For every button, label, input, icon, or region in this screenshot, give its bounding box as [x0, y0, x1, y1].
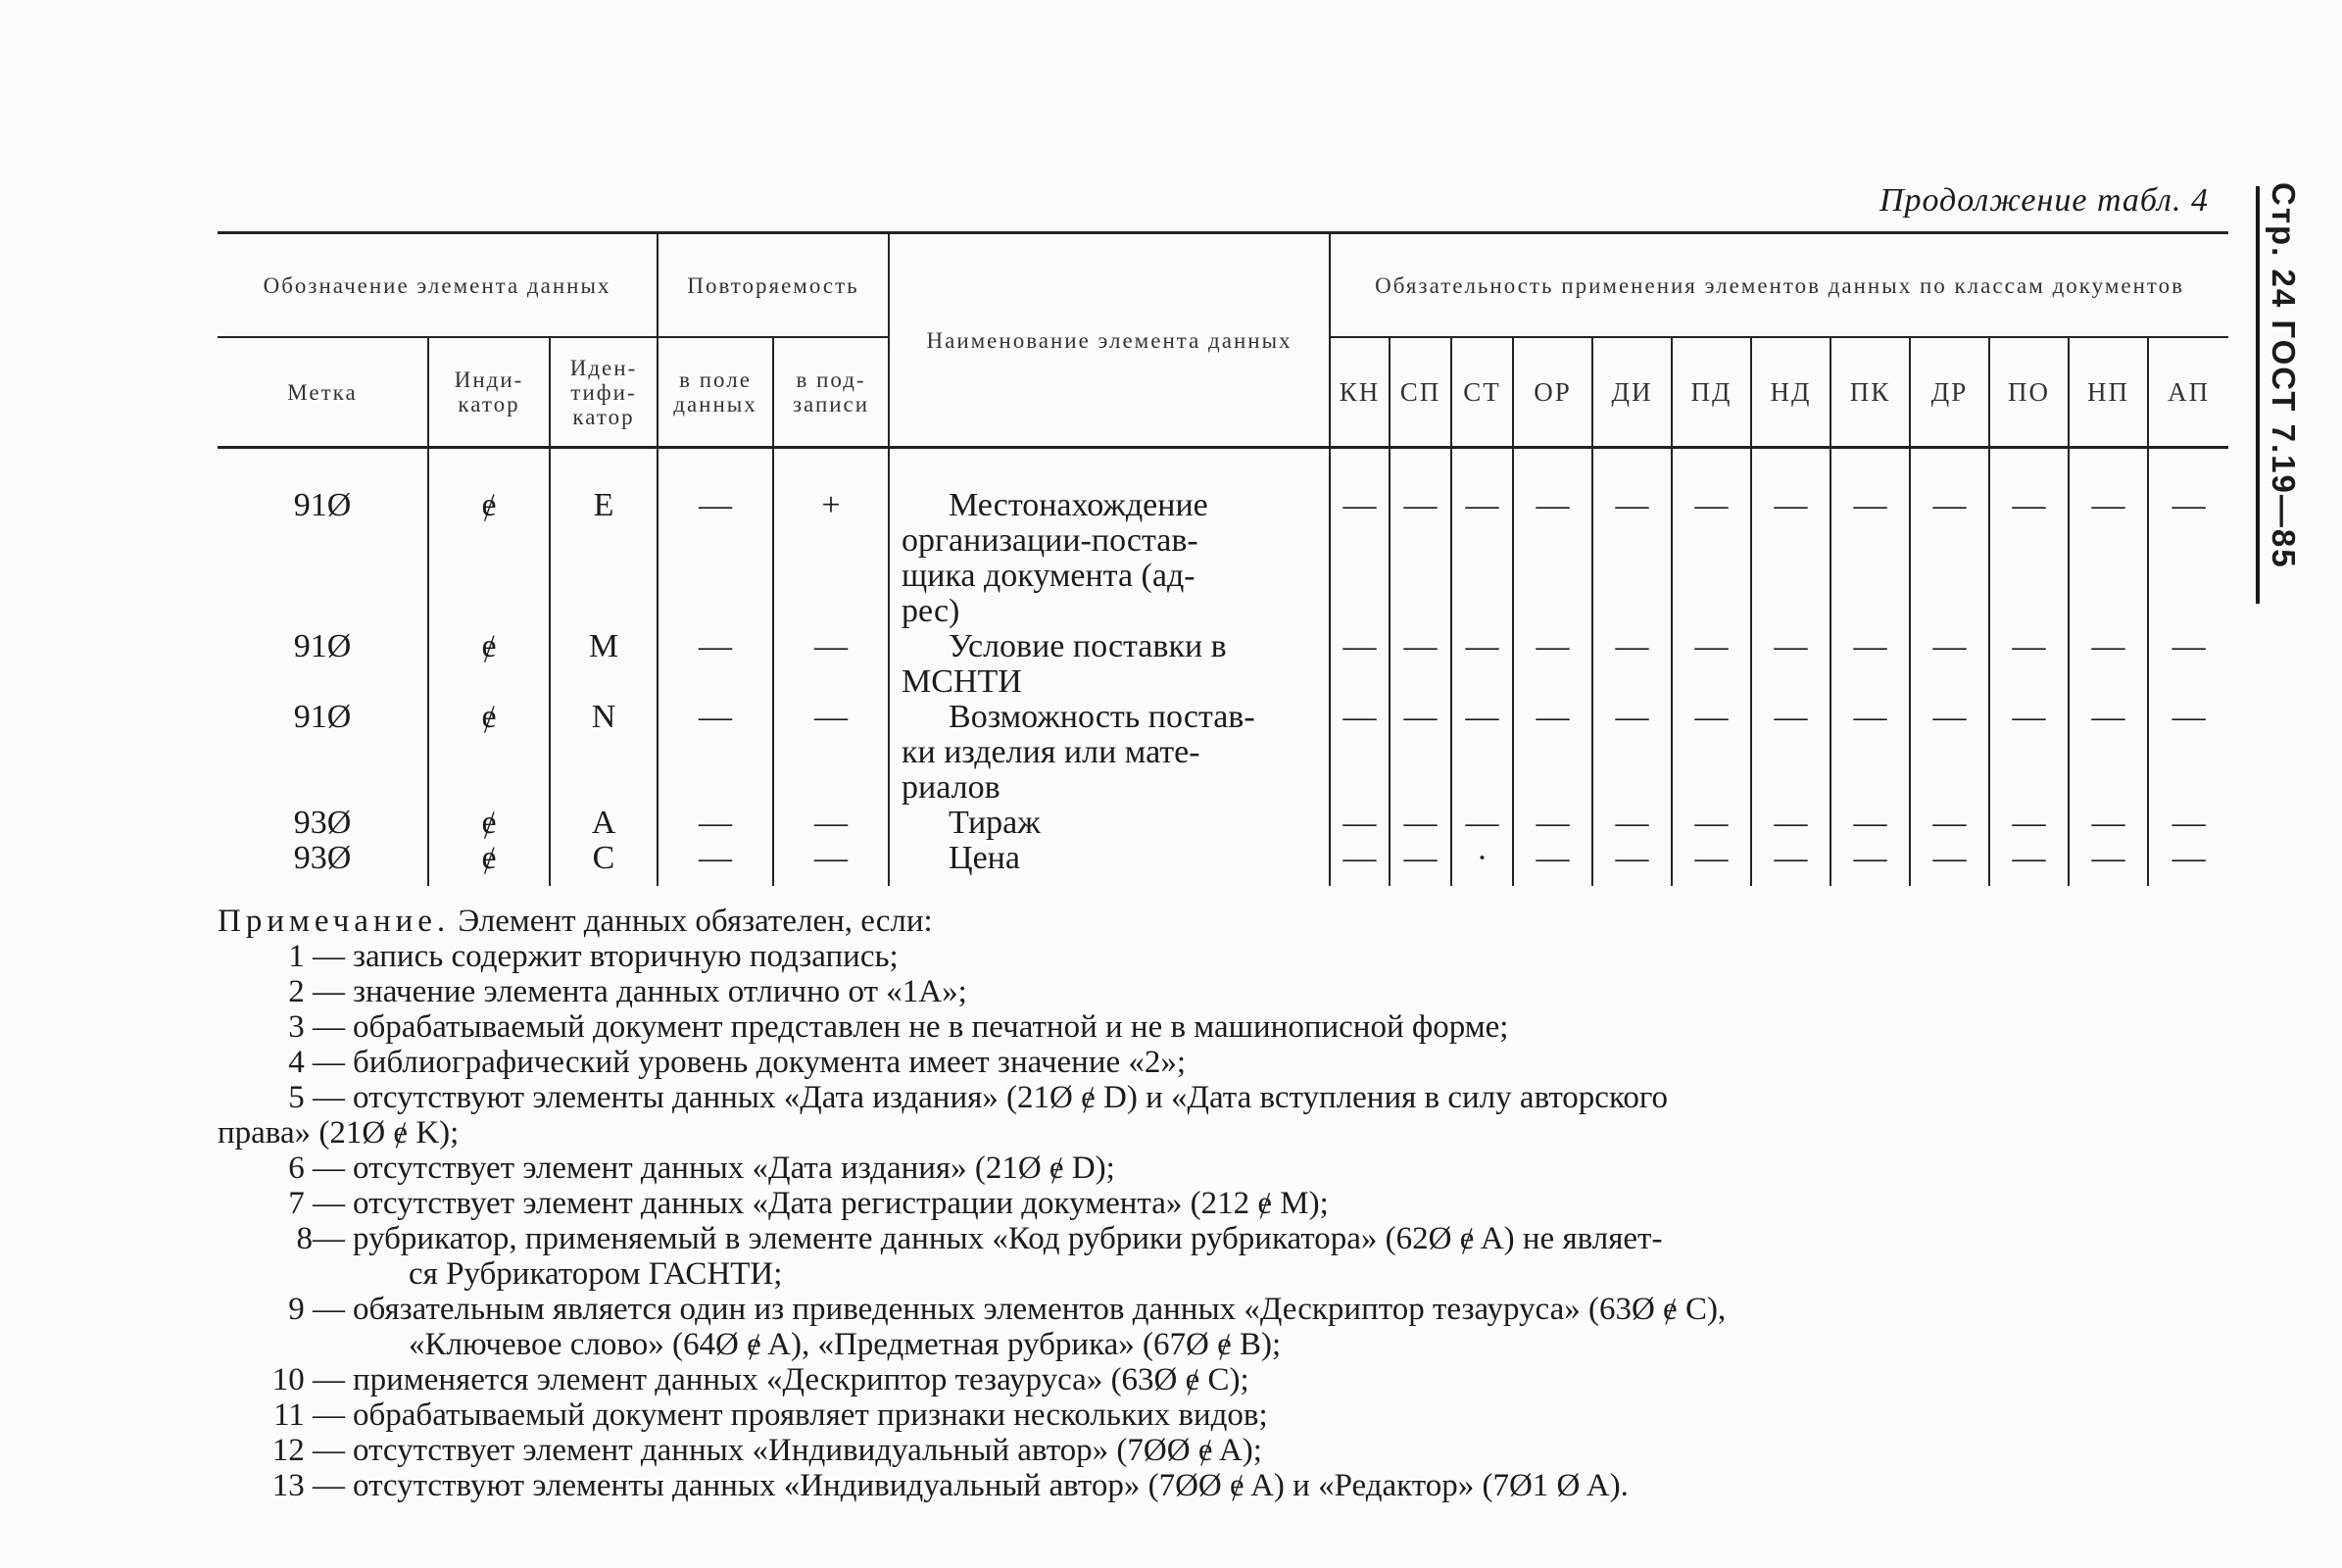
note-number: 8—: [296, 1221, 345, 1256]
row-indicator: ɇ: [428, 841, 550, 886]
note-text: отсутствуют элементы данных «Дата издания» (21Ø ɇ D) и «Дата вступления в силу авторского: [353, 1080, 1669, 1115]
header-class-4: ДИ: [1592, 337, 1672, 448]
row-obligation-11: —: [2148, 700, 2228, 806]
note-number: 4 —: [288, 1045, 345, 1080]
row-obligation-8: —: [1910, 841, 1989, 886]
row-in-subrecord: —: [773, 841, 889, 886]
note-number: 7 —: [288, 1186, 345, 1221]
note-text: отсутствует элемент данных «Дата регистрации документа» (212 ɇ M);: [353, 1186, 1329, 1221]
row-obligation-10: —: [2069, 806, 2148, 841]
header-identifier: Иден-тифи-катор: [550, 337, 658, 448]
row-obligation-10: —: [2069, 700, 2148, 806]
table-row: [218, 700, 2228, 806]
row-element-name-rest: МСНТИ: [902, 663, 1022, 700]
row-in-field: —: [658, 841, 773, 886]
row-obligation-8: —: [1910, 700, 1989, 806]
row-obligation-7: —: [1830, 806, 1910, 841]
table-row: [218, 629, 2228, 700]
row-indicator: ɇ: [428, 629, 550, 700]
row-element-name-rest: организации-постав- щика документа (ад- рес): [902, 522, 1198, 629]
note-number: 5 —: [288, 1080, 345, 1115]
note-number: 1 —: [288, 939, 345, 974]
row-obligation-1: —: [1390, 629, 1451, 700]
row-element-name-first: Цена: [949, 840, 1020, 876]
note-text: запись содержит вторичную подзапись;: [353, 939, 899, 974]
row-indicator: ɇ: [428, 700, 550, 806]
note-item: [218, 1433, 2217, 1468]
note-item: [218, 1186, 2217, 1221]
row-obligation-6: —: [1751, 700, 1830, 806]
row-in-subrecord: —: [773, 700, 889, 806]
row-obligation-5: —: [1672, 806, 1751, 841]
row-obligation-3: —: [1513, 448, 1592, 630]
row-obligation-9: —: [1989, 806, 2069, 841]
row-obligation-1: —: [1390, 841, 1451, 886]
row-obligation-4: —: [1592, 841, 1672, 886]
row-element-name: [889, 806, 1330, 841]
row-obligation-1: —: [1390, 700, 1451, 806]
note-item: [218, 1292, 2217, 1327]
row-in-field: —: [658, 806, 773, 841]
row-in-subrecord: —: [773, 629, 889, 700]
row-obligation-4: —: [1592, 448, 1672, 630]
header-indicator: Инди-катор: [428, 337, 550, 448]
note-item: [218, 1080, 2217, 1115]
row-element-name: [889, 700, 1330, 806]
header-class-8: ДР: [1910, 337, 1989, 448]
row-in-field: —: [658, 700, 773, 806]
note-text: отсутствует элемент данных «Индивидуальный автор» (7ØØ ɇ A);: [353, 1433, 1262, 1468]
row-obligation-0: —: [1330, 629, 1390, 700]
note-number: 2 —: [288, 974, 345, 1009]
note-number: 3 —: [288, 1009, 345, 1045]
header-in-subrecord: в под-записи: [773, 337, 889, 448]
data-elements-table: [218, 231, 2217, 886]
side-header: [2254, 182, 2313, 613]
note-number: 10 —: [271, 1362, 345, 1397]
row-obligation-8: —: [1910, 806, 1989, 841]
note-text: обрабатываемый документ проявляет признаки нескольких видов;: [353, 1397, 1268, 1433]
table-row: [218, 841, 2228, 886]
row-obligation-11: —: [2148, 629, 2228, 700]
row-in-field: —: [658, 629, 773, 700]
note-item: [218, 1151, 2217, 1186]
row-element-name-first: Местонахождение: [949, 487, 1208, 523]
row-in-subrecord: +: [773, 448, 889, 630]
row-label: 93Ø: [218, 806, 428, 841]
header-class-9: ПО: [1989, 337, 2069, 448]
row-obligation-4: —: [1592, 806, 1672, 841]
table-row: [218, 448, 2228, 630]
row-obligation-3: —: [1513, 629, 1592, 700]
note-number: 12 —: [271, 1433, 345, 1468]
header-class-6: НД: [1751, 337, 1830, 448]
note-number: 6 —: [288, 1151, 345, 1186]
notes-title-label: Примечание.: [218, 904, 451, 939]
row-identifier: A: [550, 806, 658, 841]
row-obligation-11: —: [2148, 448, 2228, 630]
row-obligation-2: —: [1451, 448, 1513, 630]
row-obligation-9: —: [1989, 700, 2069, 806]
page-standard-label: Стр. 24 ГОСТ 7.19—85: [2266, 182, 2302, 569]
row-element-name-first: Тираж: [949, 805, 1041, 841]
note-item: [218, 1045, 2217, 1080]
note-number: 13 —: [271, 1468, 345, 1503]
header-class-1: СП: [1390, 337, 1451, 448]
notes-title-text: Элемент данных обязателен, если:: [458, 904, 933, 939]
row-obligation-6: —: [1751, 448, 1830, 630]
note-text: библиографический уровень документа имеет значение «2»;: [353, 1045, 1187, 1080]
note-number: 11 —: [272, 1397, 345, 1433]
note-text: рубрикатор, применяемый в элементе данных «Код рубрики рубрикатора» (62Ø ɇ A) не являет-: [353, 1221, 1663, 1256]
row-label: 91Ø: [218, 700, 428, 806]
row-identifier: N: [550, 700, 658, 806]
header-element-name: Наименование элемента данных: [889, 233, 1330, 448]
row-obligation-4: —: [1592, 629, 1672, 700]
note-item: [218, 974, 2217, 1009]
row-obligation-9: —: [1989, 448, 2069, 630]
row-obligation-6: —: [1751, 629, 1830, 700]
row-obligation-10: —: [2069, 448, 2148, 630]
note-text: значение элемента данных отлично от «1А»;: [353, 974, 967, 1009]
row-obligation-10: —: [2069, 629, 2148, 700]
note-item: [218, 1362, 2217, 1397]
row-identifier: E: [550, 448, 658, 630]
note-text-continuation: ся Рубрикатором ГАСНТИ;: [409, 1256, 783, 1292]
row-obligation-1: —: [1390, 806, 1451, 841]
row-indicator: ɇ: [428, 806, 550, 841]
row-element-name: [889, 629, 1330, 700]
note-text-continuation: права» (21Ø ɇ K);: [218, 1115, 460, 1151]
note-text: обрабатываемый документ представлен не в печатной и не в машинописной форме;: [353, 1009, 1509, 1045]
row-obligation-0: —: [1330, 700, 1390, 806]
header-class-7: ПК: [1830, 337, 1910, 448]
header-class-5: ПД: [1672, 337, 1751, 448]
row-obligation-0: —: [1330, 841, 1390, 886]
note-item: [218, 1009, 2217, 1045]
header-label: Метка: [218, 337, 428, 448]
note-item: [218, 1397, 2217, 1433]
row-obligation-7: —: [1830, 448, 1910, 630]
note-text: обязательным является один из приведенных элементов данных «Дескриптор тезауруса» (63Ø ɇ C),: [353, 1292, 1727, 1327]
row-element-name: [889, 841, 1330, 886]
row-obligation-2: —: [1451, 629, 1513, 700]
row-obligation-8: —: [1910, 448, 1989, 630]
row-obligation-0: —: [1330, 448, 1390, 630]
row-obligation-11: —: [2148, 806, 2228, 841]
row-label: 93Ø: [218, 841, 428, 886]
note-item: [218, 1221, 2217, 1256]
row-obligation-6: —: [1751, 806, 1830, 841]
row-obligation-2: —: [1451, 806, 1513, 841]
note-text: отсутствуют элементы данных «Индивидуальный автор» (7ØØ ɇ A) и «Редактор» (7Ø1 Ø A).: [353, 1468, 1629, 1503]
row-label: 91Ø: [218, 448, 428, 630]
note-text: отсутствует элемент данных «Дата издания» (21Ø ɇ D);: [353, 1151, 1115, 1186]
row-obligation-0: —: [1330, 806, 1390, 841]
header-class-0: КН: [1330, 337, 1390, 448]
header-in-field: в поле данных: [658, 337, 773, 448]
row-obligation-5: —: [1672, 700, 1751, 806]
note-item: [218, 939, 2217, 974]
header-class-3: ОР: [1513, 337, 1592, 448]
table-body: [218, 448, 2228, 887]
row-in-field: —: [658, 448, 773, 630]
row-obligation-5: —: [1672, 448, 1751, 630]
row-obligation-9: —: [1989, 629, 2069, 700]
note-number: 9 —: [288, 1292, 345, 1327]
row-element-name: [889, 448, 1330, 630]
row-identifier: M: [550, 629, 658, 700]
row-obligation-11: —: [2148, 841, 2228, 886]
row-obligation-1: —: [1390, 448, 1451, 630]
row-obligation-6: —: [1751, 841, 1830, 886]
row-obligation-2: ·: [1451, 841, 1513, 886]
header-obligation: Обязательность применения элементов данных по классам документов: [1330, 233, 2228, 338]
notes-section: [218, 904, 2217, 1503]
row-label: 91Ø: [218, 629, 428, 700]
row-obligation-5: —: [1672, 629, 1751, 700]
row-element-name-first: Возможность постав-: [949, 699, 1255, 735]
row-obligation-4: —: [1592, 700, 1672, 806]
row-obligation-3: —: [1513, 841, 1592, 886]
row-obligation-3: —: [1513, 806, 1592, 841]
row-obligation-8: —: [1910, 629, 1989, 700]
note-text-continuation: «Ключевое слово» (64Ø ɇ A), «Предметная рубрика» (67Ø ɇ B);: [409, 1327, 1282, 1362]
header-designation: Обозначение элемента данных: [218, 233, 658, 338]
row-obligation-10: —: [2069, 841, 2148, 886]
row-indicator: ɇ: [428, 448, 550, 630]
row-obligation-9: —: [1989, 841, 2069, 886]
note-item: [218, 1468, 2217, 1503]
row-identifier: C: [550, 841, 658, 886]
header-class-2: СТ: [1451, 337, 1513, 448]
row-element-name-rest: ки изделия или мате- риалов: [902, 734, 1200, 806]
row-obligation-3: —: [1513, 700, 1592, 806]
row-obligation-7: —: [1830, 629, 1910, 700]
row-in-subrecord: —: [773, 806, 889, 841]
header-repeatability: Повторяемость: [658, 233, 889, 338]
header-class-10: НП: [2069, 337, 2148, 448]
continuation-caption: Продолжение табл. 4: [1878, 182, 2209, 219]
row-obligation-2: —: [1451, 700, 1513, 806]
row-element-name-first: Условие поставки в: [949, 628, 1227, 664]
row-obligation-5: —: [1672, 841, 1751, 886]
table-grid: [218, 231, 2228, 886]
row-obligation-7: —: [1830, 700, 1910, 806]
note-text: применяется элемент данных «Дескриптор тезауруса» (63Ø ɇ C);: [353, 1362, 1249, 1397]
notes-title: [218, 904, 2217, 939]
header-class-11: АП: [2148, 337, 2228, 448]
table-row: [218, 806, 2228, 841]
row-obligation-7: —: [1830, 841, 1910, 886]
